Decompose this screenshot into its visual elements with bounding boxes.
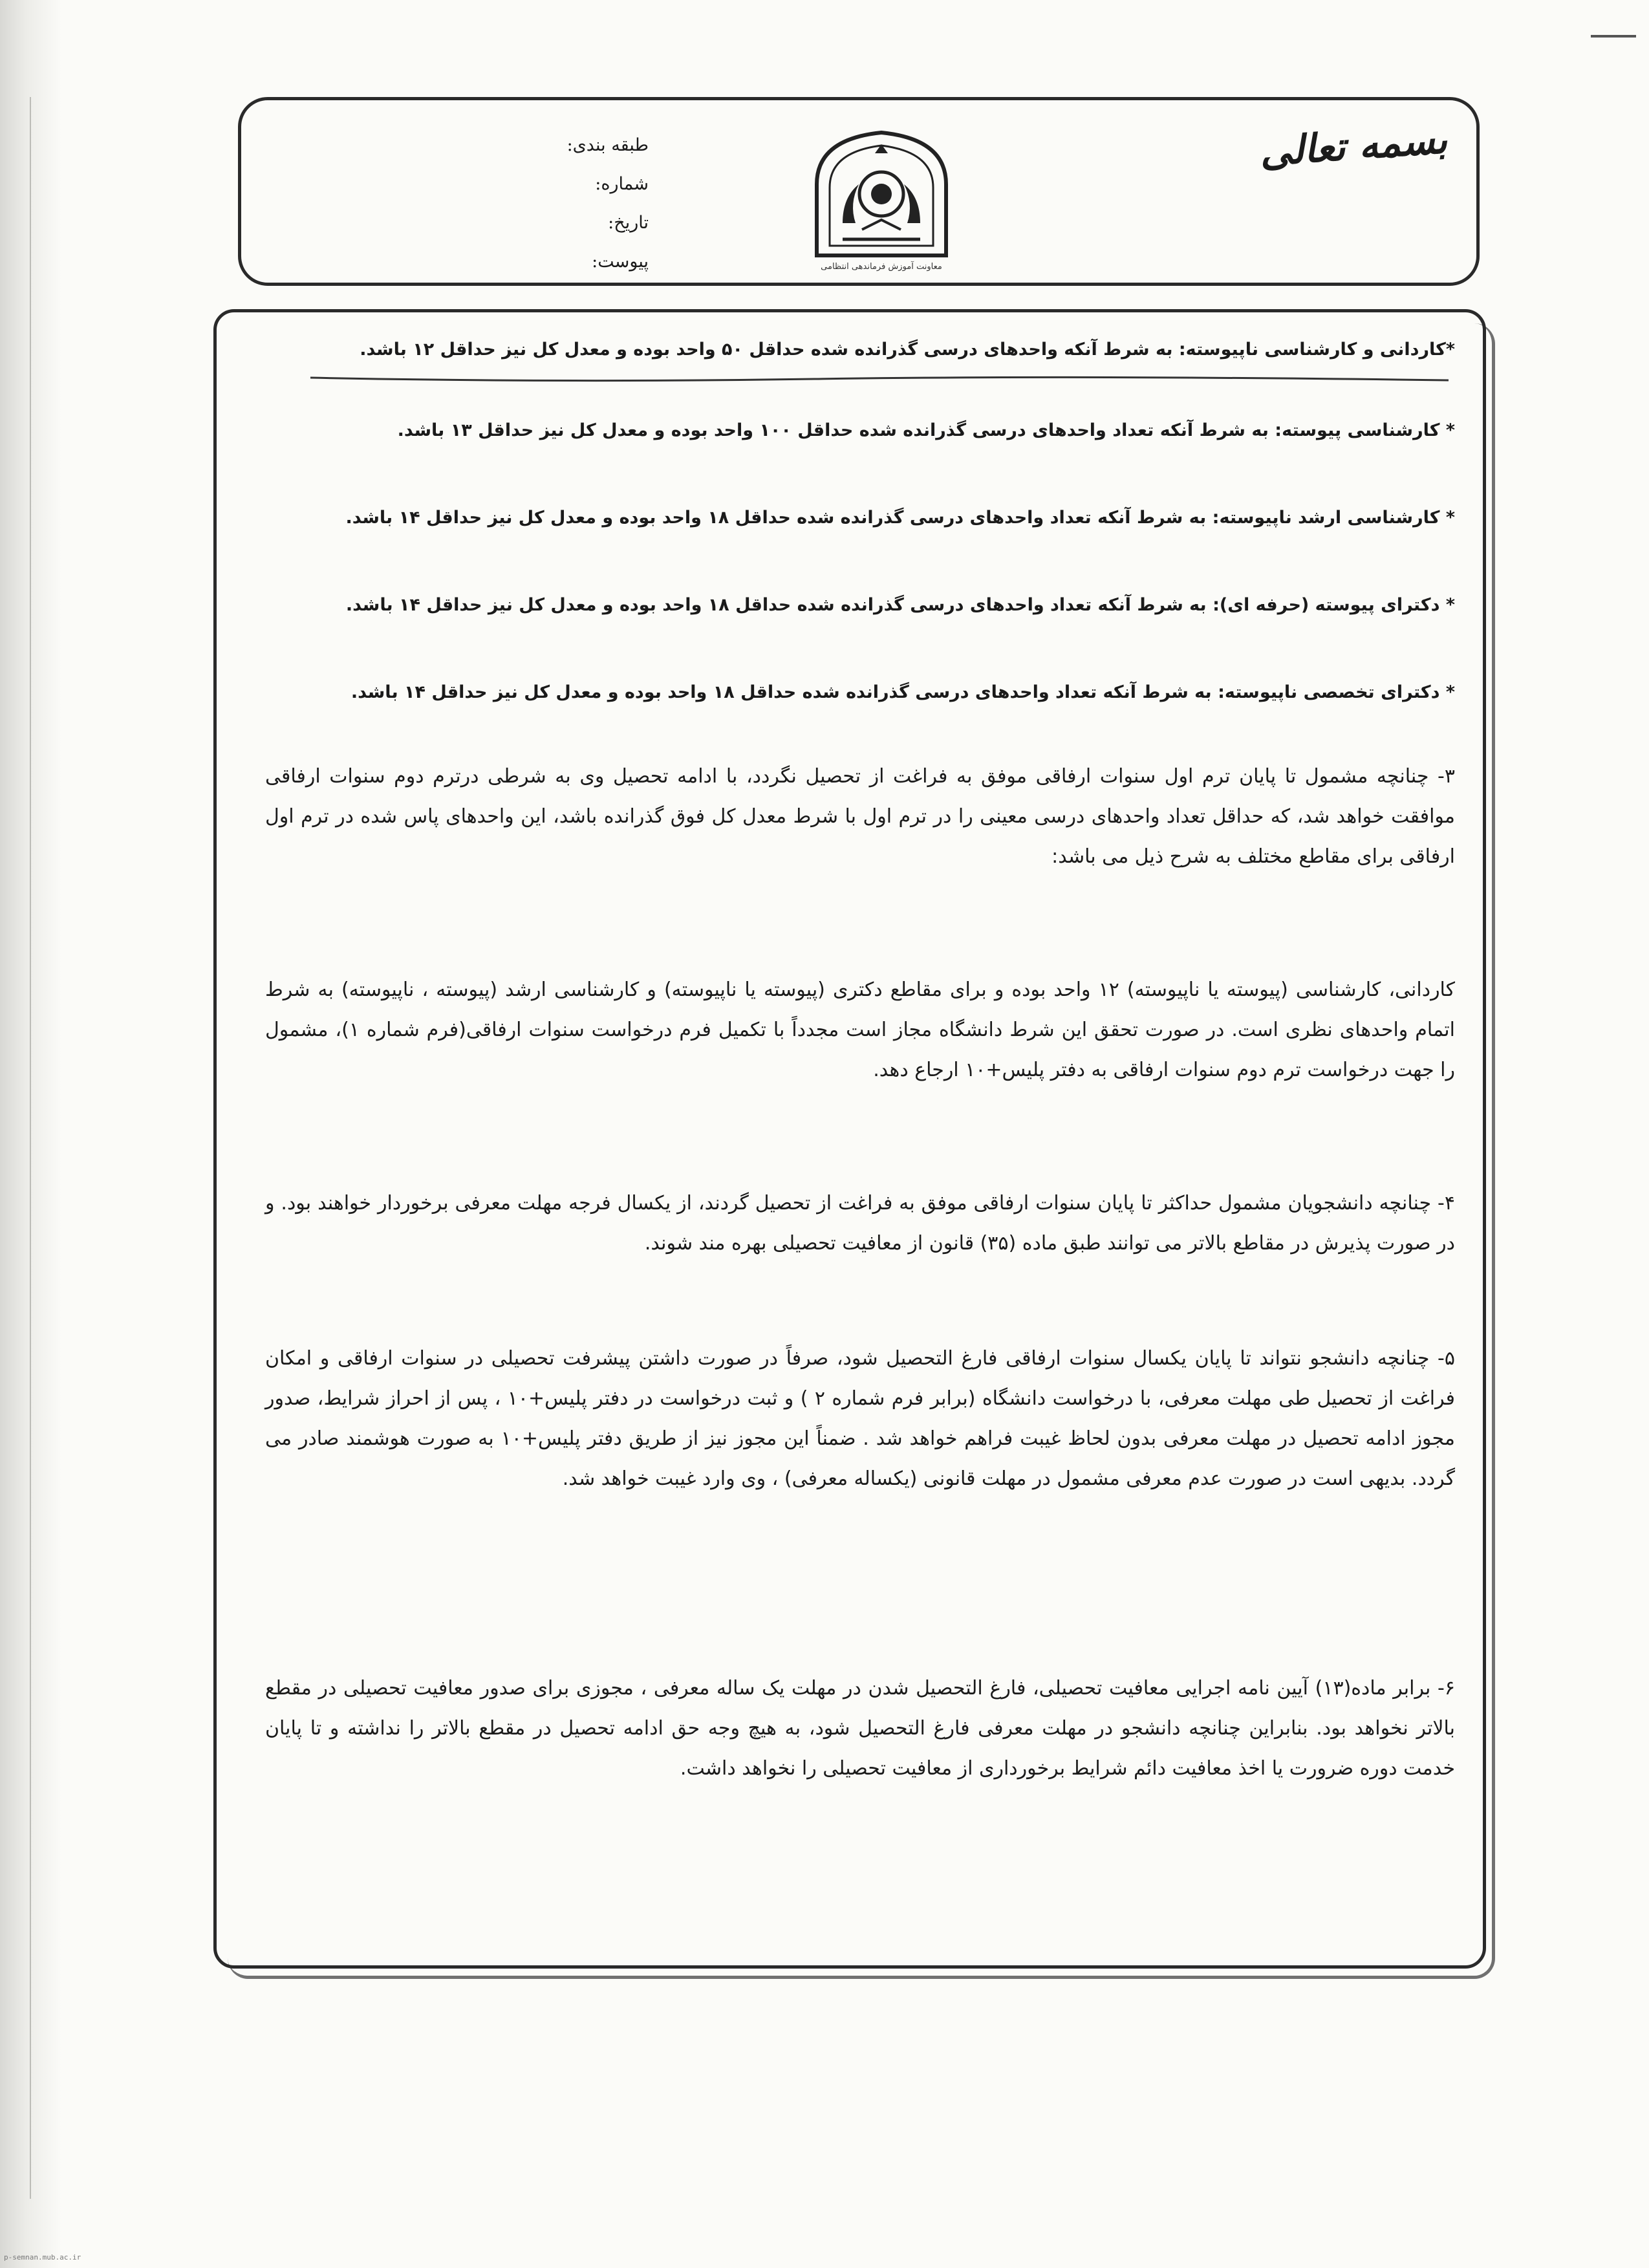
condition-associate: *کاردانی و کارشناسی ناپیوسته: به شرط آنکه واحدهای درسی گذرانده شده حداقل ۵۰ واحد بوده و معدل کل نیز حداقل ۱۲ باشد. xyxy=(360,340,1455,360)
bismillah-heading: بسمه تعالی xyxy=(1258,116,1449,176)
classification-field: طبقه بندی: xyxy=(566,135,649,155)
paragraph-units: کاردانی، کارشناسی (پیوسته یا ناپیوسته) ۱۲ واحد بوده و برای مقاطع دکتری (پیوسته یا ناپیوسته) و کارشناسی ارشد (پیوسته ، ناپیوسته) به شرط اتمام واحدهای نظری است. در صورت تحقق این شرط دانشگاه مجاز است مجدداً با تکمیل فرم درخواست سنوات ارفاقی(فرم شماره ۱)، مشمول را جهت درخواست ترم دوم سنوات ارفاقی به دفتر پلیس+۱۰ ارجاع دهد. xyxy=(265,978,1455,1081)
emblem-caption: معاونت آموزش فرماندهی انتظامی xyxy=(821,262,942,272)
letterhead-fields xyxy=(455,126,649,281)
condition-bachelor-continuous: * کارشناسی پیوسته: به شرط آنکه تعداد واحدهای درسی گذرانده شده حداقل ۱۰۰ واحد بوده و معدل کل نیز حداقل ۱۳ باشد. xyxy=(397,420,1455,440)
condition-master-discontinuous: * کارشناسی ارشد ناپیوسته: به شرط آنکه تعداد واحدهای درسی گذرانده شده حداقل ۱۸ واحد بوده و معدل کل نیز حداقل ۱۴ باشد. xyxy=(345,508,1455,528)
paragraph-3: ۳- چنانچه مشمول تا پایان ترم اول سنوات ارفاقی موفق به فراغت از تحصیل نگردد، با ادامه تحصیل وی به شرطی درترم دوم سنوات ارفاقی موافقت خواهد شد، که حداقل تعداد واحدهای درسی معینی را در ترم اول با شرط معدل کل فوق گذرانده باشد، این واحدهای پاس شده در ترم اول ارفاقی برای مقاطع مختلف به شرح ذیل می باشد: xyxy=(265,765,1455,868)
paragraph-4: ۴- چنانچه دانشجویان مشمول حداکثر تا پایان سنوات ارفاقی موفق به فراغت از تحصیل گردند، از یکسال فرجه مهلت معرفی برخوردار خواهند بود. و در صورت پذیرش در مقاطع بالاتر می توانند طبق ماده (۳۵) قانون از معافیت تحصیلی بهره مند شوند. xyxy=(265,1192,1455,1255)
paragraph-6: ۶- برابر ماده(۱۳) آیین نامه اجرایی معافیت تحصیلی، فارغ التحصیل شدن در مهلت یک ساله معرفی ، مجوزی برای صدور معافیت تحصیلی در مقطع بالاتر نخواهد بود. بنابراین چنانچه دانشجو در مهلت معرفی فارغ التحصیل شود، به هیچ وجه حق ادامه تحصیل در مقطع بالاتر را نداشته و تا پایان خدمت دوره ضرورت یا اخذ معافیت دائم شرایط برخورداری از معافیت تحصیلی را نخواهد داشت. xyxy=(265,1677,1455,1780)
condition-professional-doctorate: * دکترای پیوسته (حرفه ای): به شرط آنکه تعداد واحدهای درسی گذرانده شده حداقل ۱۸ واحد بوده و معدل کل نیز حداقل ۱۴ باشد. xyxy=(345,595,1455,615)
police-emblem-icon xyxy=(804,126,959,262)
handwritten-underline xyxy=(297,366,1461,385)
date-field: تاریخ: xyxy=(608,213,649,233)
condition-phd-discontinuous: * دکترای تخصصی ناپیوسته: به شرط آنکه تعداد واحدهای درسی گذرانده شده حداقل ۱۸ واحد بوده و معدل کل نیز حداقل ۱۴ باشد. xyxy=(350,682,1455,702)
number-field: شماره: xyxy=(595,174,649,194)
attachment-field: پیوست: xyxy=(592,252,649,272)
corner-mark xyxy=(1591,25,1636,38)
paragraph-5: ۵- چنانچه دانشجو نتواند تا پایان یکسال سنوات ارفاقی فارغ التحصیل شود، صرفاً در صورت داشتن پیشرفت تحصیلی در سنوات ارفاقی و امکان فراغت از تحصیل طی مهلت معرفی، با درخواست دانشگاه (برابر فرم شماره ۲ ) و ثبت درخواست در دفتر پلیس+۱۰ ، پس از احراز شرایط، صدور مجوز ادامه تحصیل در مهلت معرفی بدون لحاظ غیبت فراهم خواهد شد . ضمناً این مجوز نیز از طریق دفتر پلیس+۱۰ به صورت هوشمند صادر می گردد. بدیهی است در صورت عدم معرفی مشمول در مهلت قانونی (یکساله معرفی) ، وی وارد غیبت خواهد شد. xyxy=(265,1347,1455,1490)
letterhead-box xyxy=(238,97,1480,286)
source-watermark: p-semnan.mub.ac.ir xyxy=(4,2253,81,2262)
scan-line xyxy=(30,97,31,2199)
